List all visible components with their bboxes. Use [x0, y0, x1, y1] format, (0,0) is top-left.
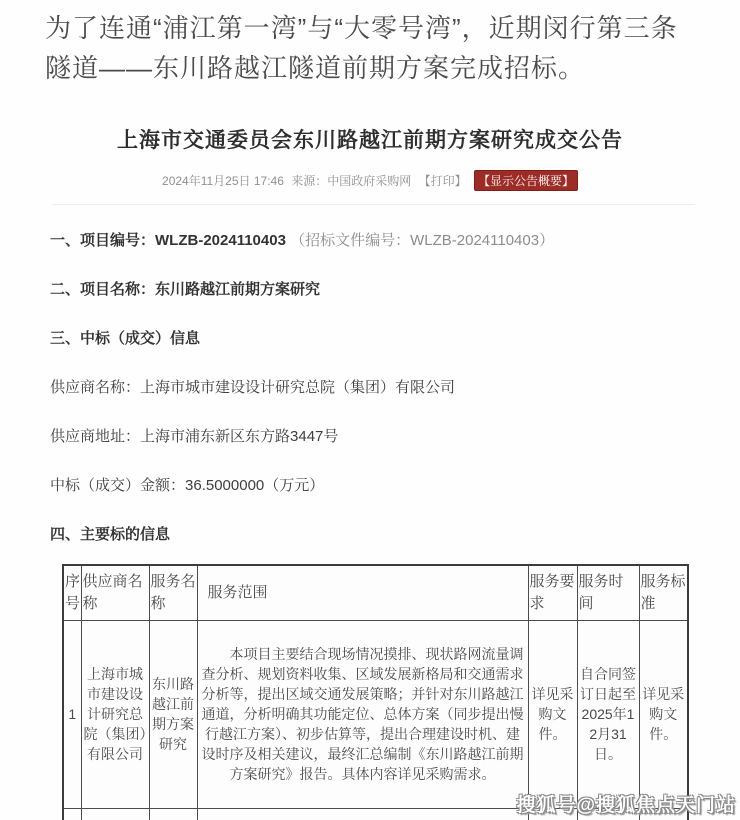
- field-award-amount: [50, 476, 700, 495]
- field-project-number: [50, 231, 700, 250]
- table-row: [63, 620, 688, 808]
- cell-supplier: 上海市城市建设设计研究总院（集团）有限公司: [81, 620, 149, 808]
- intro-paragraph: 为了连通“浦江第一湾”与“大零号湾”，近期闵行第三条隧道——东川路越江隧道前期方案完成招标。: [45, 13, 678, 83]
- project-number-label: 一、项目编号：: [50, 232, 156, 249]
- col-header-supplier: 供应商名称: [81, 565, 149, 620]
- subject-info-table: [62, 564, 689, 820]
- col-header-service-requirement: 服务要求: [528, 565, 577, 620]
- col-header-service-name: 服务名称: [149, 565, 197, 620]
- table-header-row: [63, 565, 688, 620]
- heading-main-subject: [50, 525, 700, 544]
- page-title: 上海市交通委员会东川路越江前期方案研究成交公告: [117, 129, 623, 152]
- col-header-service-time: 服务时间: [577, 565, 639, 620]
- project-name-label: 二、项目名称：: [50, 281, 156, 298]
- award-amount-label: 中标（成交）金额：: [50, 477, 186, 494]
- article-meta: [0, 170, 740, 191]
- col-header-no: 序号: [63, 565, 81, 620]
- supplier-address-label: 供应商地址：: [50, 428, 141, 445]
- field-supplier-address: [50, 427, 700, 446]
- show-summary-badge[interactable]: 【显示公告概要】: [474, 170, 578, 191]
- col-header-service-scope: 服务范围: [197, 565, 528, 620]
- cell-no: 1: [63, 620, 81, 808]
- sohu-watermark: 搜狐号@搜狐焦点天门站: [516, 795, 736, 816]
- cell-service-requirement: 详见采购文件。: [528, 620, 577, 808]
- supplier-name-label: 供应商名称：: [50, 379, 141, 396]
- project-number-note: （招标文件编号：WLZB-2024110403）: [290, 232, 555, 249]
- heading-award-info: [50, 329, 700, 348]
- print-button[interactable]: 【打印】: [418, 174, 467, 188]
- supplier-address-value: 上海市浦东新区东方路3447号: [140, 428, 339, 445]
- award-amount-value: 36.5000000（万元）: [185, 477, 325, 494]
- meta-datetime: 2024年11月25日 17:46: [162, 174, 284, 188]
- cell-service-time: 自合同签订日起至2025年12月31日。: [577, 620, 639, 808]
- cell-service-scope: 本项目主要结合现场情况摸排、现状路网流量调查分析、规划资料收集、区域发展新格局和交通需求分析等，提出区域交通发展策略；并针对东川路越江通道，分析明确其功能定位、总体方案（同步提出慢行越江方案）、初步估算等，提出合理建设时机、建设时序及相关建议，最终汇总编制《东川路越江前期方案研究》报告。具体内容详见采购需求。: [197, 620, 528, 808]
- supplier-name-value: 上海市城市建设设计研究总院（集团）有限公司: [140, 379, 456, 396]
- project-name-value: 东川路越江前期方案研究: [155, 281, 321, 298]
- award-heading-text: 三、中标（成交）信息: [50, 330, 201, 347]
- field-project-name: [50, 280, 700, 299]
- subject-heading-text: 四、主要标的信息: [50, 526, 171, 543]
- announcement-fields: [50, 231, 700, 544]
- divider-line: [52, 204, 695, 205]
- field-supplier-name: [50, 378, 700, 397]
- meta-source: 来源：中国政府采购网: [291, 174, 412, 188]
- project-number-value: WLZB-2024110403: [155, 232, 286, 249]
- cell-service-name: 东川路越江前期方案研究: [149, 620, 197, 808]
- col-header-service-standard: 服务标准: [639, 565, 688, 620]
- cell-service-standard: 详见采购文件。: [639, 620, 688, 808]
